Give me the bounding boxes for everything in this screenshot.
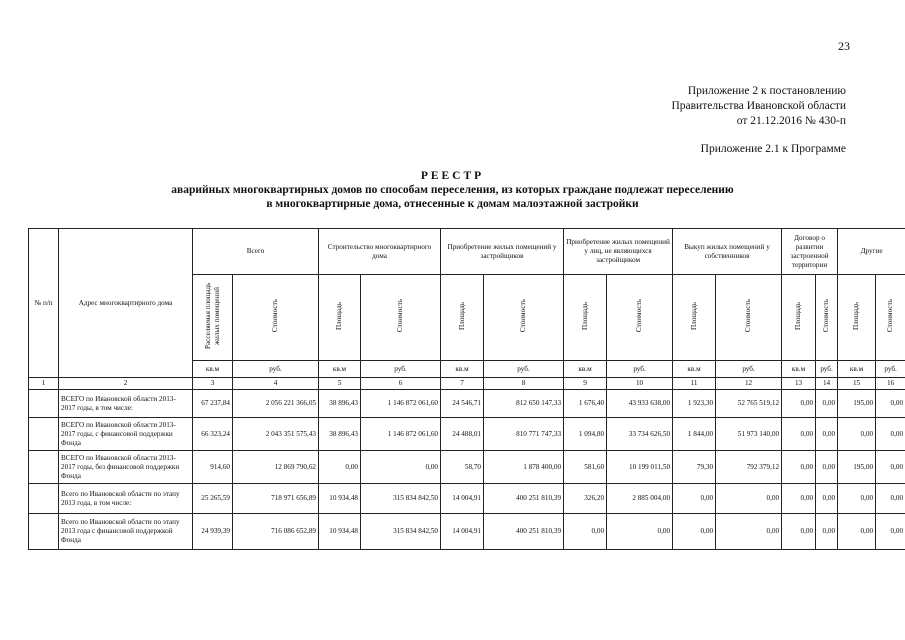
header-cost: [876, 275, 905, 361]
area-label: Площадь: [335, 301, 343, 331]
value-cell: 0,00: [838, 514, 876, 550]
value-cell: 10 934,48: [319, 514, 361, 550]
unit-rub: руб.: [816, 361, 838, 378]
cost-label: Стоимость: [396, 299, 404, 333]
area-label: Площадь: [457, 301, 466, 331]
value-cell: 0,00: [782, 418, 816, 451]
value-cell: 38 896,43: [319, 418, 361, 451]
value-cell: 66 323,24: [193, 418, 233, 451]
registry-table: [28, 228, 905, 550]
column-numbers-row: [29, 378, 905, 390]
value-cell: 581,60: [564, 451, 607, 484]
value-cell: 1 146 872 061,60: [361, 390, 441, 418]
unit-rub: руб.: [361, 361, 441, 378]
value-cell: 0,00: [816, 451, 838, 484]
value-cell: 0,00: [816, 418, 838, 451]
col-number: 7: [441, 378, 484, 390]
row-number-cell: [29, 418, 59, 451]
value-cell: 1 923,30: [673, 390, 716, 418]
header-cost: [816, 275, 838, 361]
value-cell: 2 043 351 575,43: [233, 418, 319, 451]
table-row: [29, 514, 905, 550]
appendix-header: [671, 84, 846, 129]
value-cell: 195,00: [838, 390, 876, 418]
value-cell: 10 199 011,50: [607, 451, 673, 484]
row-address-cell: ВСЕГО по Ивановской области 2013-2017 годы, в том числе:: [59, 390, 193, 418]
row-address-cell: Всего по Ивановской области по этапу 2013 года с финансовой поддержкой Фонда: [59, 514, 193, 550]
value-cell: 43 933 638,00: [607, 390, 673, 418]
unit-sqm: кв.м: [441, 361, 484, 378]
value-cell: 79,30: [673, 451, 716, 484]
value-cell: 0,00: [716, 484, 782, 514]
value-cell: 718 971 656,89: [233, 484, 319, 514]
col-number: 10: [607, 378, 673, 390]
value-cell: 33 734 626,50: [607, 418, 673, 451]
cost-label: Стоимость: [886, 299, 895, 333]
value-cell: 0,00: [716, 514, 782, 550]
table-row: [29, 451, 905, 484]
row-number-cell: [29, 390, 59, 418]
header-cost: [233, 275, 319, 361]
header-cost: [607, 275, 673, 361]
col-number: 9: [564, 378, 607, 390]
area-label: Площадь: [689, 301, 698, 331]
value-cell: 326,20: [564, 484, 607, 514]
value-cell: 0,00: [876, 484, 905, 514]
header-cost: [361, 275, 441, 361]
header-address: Адрес многоквартирного дома: [59, 229, 193, 378]
value-cell: 315 834 842,50: [361, 484, 441, 514]
header-cost: [484, 275, 564, 361]
value-cell: 0,00: [876, 514, 905, 550]
header-construction: Строительство многоквартирного дома: [319, 229, 441, 275]
value-cell: 12 869 790,62: [233, 451, 319, 484]
unit-sqm: кв.м: [319, 361, 361, 378]
row-address-cell: Всего по Ивановской области по этапу 2013 года, в том числе:: [59, 484, 193, 514]
header-area: [782, 275, 816, 361]
unit-rub: руб.: [233, 361, 319, 378]
unit-sqm: кв.м: [838, 361, 876, 378]
value-cell: 0,00: [782, 451, 816, 484]
col-number: 16: [876, 378, 905, 390]
row-address-cell: ВСЕГО по Ивановской области 2013-2017 годы, без финансовой поддержки Фонда: [59, 451, 193, 484]
header-total: Всего: [193, 229, 319, 275]
value-cell: 67 237,84: [193, 390, 233, 418]
cost-label: Стоимость: [822, 299, 831, 333]
value-cell: 810 771 747,33: [484, 418, 564, 451]
unit-rub: руб.: [484, 361, 564, 378]
table-row: [29, 418, 905, 451]
value-cell: 0,00: [816, 390, 838, 418]
value-cell: 400 251 810,39: [484, 514, 564, 550]
title-line-3: в многоквартирные дома, отнесенные к домам малоэтажной застройки: [266, 198, 639, 210]
col-number: 1: [29, 378, 59, 390]
col-number: 4: [233, 378, 319, 390]
value-cell: 0,00: [782, 514, 816, 550]
value-cell: 0,00: [782, 484, 816, 514]
col-number: 12: [716, 378, 782, 390]
value-cell: 2 885 004,00: [607, 484, 673, 514]
value-cell: 0,00: [673, 484, 716, 514]
value-cell: 0,00: [673, 514, 716, 550]
appendix-line-2: Правительства Ивановской области: [671, 100, 846, 112]
appendix-program: Приложение 2.1 к Программе: [700, 143, 846, 155]
unit-sqm: кв.м: [564, 361, 607, 378]
value-cell: 315 834 842,50: [361, 514, 441, 550]
value-cell: 0,00: [876, 418, 905, 451]
area-label: Площадь: [852, 301, 861, 331]
unit-rub: руб.: [876, 361, 905, 378]
value-cell: 14 004,91: [441, 514, 484, 550]
value-cell: 0,00: [564, 514, 607, 550]
value-cell: 24 488,01: [441, 418, 484, 451]
appendix-line-3: от 21.12.2016 № 430-п: [736, 115, 846, 127]
value-cell: 10 934,48: [319, 484, 361, 514]
unit-sqm: кв.м: [673, 361, 716, 378]
col-number: 8: [484, 378, 564, 390]
value-cell: 0,00: [816, 514, 838, 550]
col-number: 11: [673, 378, 716, 390]
header-other: Другие: [838, 229, 905, 275]
cost-label: Стоимость: [744, 299, 753, 333]
row-number-cell: [29, 451, 59, 484]
document-title: [0, 169, 905, 211]
header-cost: [716, 275, 782, 361]
header-area: [564, 275, 607, 361]
header-area: [673, 275, 716, 361]
value-cell: 1 844,00: [673, 418, 716, 451]
col-number: 13: [782, 378, 816, 390]
col-number: 5: [319, 378, 361, 390]
value-cell: 38 896,43: [319, 390, 361, 418]
header-groups-row: [29, 229, 905, 275]
value-cell: 0,00: [607, 514, 673, 550]
value-cell: 1 878 400,00: [484, 451, 564, 484]
value-cell: 2 056 221 366,05: [233, 390, 319, 418]
value-cell: 0,00: [782, 390, 816, 418]
table-row: [29, 484, 905, 514]
value-cell: 58,70: [441, 451, 484, 484]
title-registry: РЕЕСТР: [420, 170, 485, 182]
row-address-cell: ВСЕГО по Ивановской области 2013-2017 годы, с финансовой поддержки Фонда: [59, 418, 193, 451]
cost-label: Стоимость: [271, 299, 279, 333]
header-area: [441, 275, 484, 361]
value-cell: 0,00: [876, 451, 905, 484]
header-settled-area: [193, 275, 233, 361]
value-cell: 0,00: [838, 484, 876, 514]
col-number: 14: [816, 378, 838, 390]
value-cell: 1 094,80: [564, 418, 607, 451]
area-label: Площадь: [794, 301, 803, 331]
row-number-cell: [29, 484, 59, 514]
col-number: 15: [838, 378, 876, 390]
value-cell: 0,00: [838, 418, 876, 451]
value-cell: 812 650 147,33: [484, 390, 564, 418]
settled-area-label: Расселяемая площадь жилых помещений: [203, 282, 221, 350]
value-cell: 400 251 810,39: [484, 484, 564, 514]
value-cell: 52 765 519,12: [716, 390, 782, 418]
value-cell: 195,00: [838, 451, 876, 484]
header-purchase-non-developers: Приобретение жилых помещений у лиц, не являющихся застройщиком: [564, 229, 673, 275]
cost-label: Стоимость: [635, 299, 644, 333]
header-purchase-developers: Приобретение жилых помещений у застройщиков: [441, 229, 564, 275]
table-body: [29, 390, 905, 550]
value-cell: 14 004,91: [441, 484, 484, 514]
value-cell: 792 379,12: [716, 451, 782, 484]
title-line-2: аварийных многоквартирных домов по способам переселения, из которых граждане подлежат переселению: [171, 184, 734, 196]
value-cell: 0,00: [816, 484, 838, 514]
area-label: Площадь: [580, 301, 589, 331]
value-cell: 24 939,39: [193, 514, 233, 550]
value-cell: 0,00: [876, 390, 905, 418]
row-number-cell: [29, 514, 59, 550]
col-number: 3: [193, 378, 233, 390]
cost-label: Стоимость: [519, 299, 528, 333]
header-num: № п/п: [29, 229, 59, 378]
unit-rub: руб.: [716, 361, 782, 378]
header-area: [838, 275, 876, 361]
header-area: [319, 275, 361, 361]
value-cell: 25 265,59: [193, 484, 233, 514]
value-cell: 0,00: [361, 451, 441, 484]
header-agreement: Договор о развитии застроенной территории: [782, 229, 838, 275]
unit-sqm: кв.м: [782, 361, 816, 378]
appendix-line-1: Приложение 2 к постановлению: [687, 85, 846, 97]
value-cell: 1 146 872 061,60: [361, 418, 441, 451]
unit-rub: руб.: [607, 361, 673, 378]
col-number: 6: [361, 378, 441, 390]
unit-sqm: кв.м: [193, 361, 233, 378]
value-cell: 716 086 652,89: [233, 514, 319, 550]
table-row: [29, 390, 905, 418]
page-number: 23: [838, 39, 850, 53]
value-cell: 0,00: [319, 451, 361, 484]
value-cell: 914,60: [193, 451, 233, 484]
value-cell: 24 546,71: [441, 390, 484, 418]
value-cell: 51 973 140,00: [716, 418, 782, 451]
value-cell: 1 676,40: [564, 390, 607, 418]
header-buyout: Выкуп жилых помещений у собственников: [673, 229, 782, 275]
col-number: 2: [59, 378, 193, 390]
